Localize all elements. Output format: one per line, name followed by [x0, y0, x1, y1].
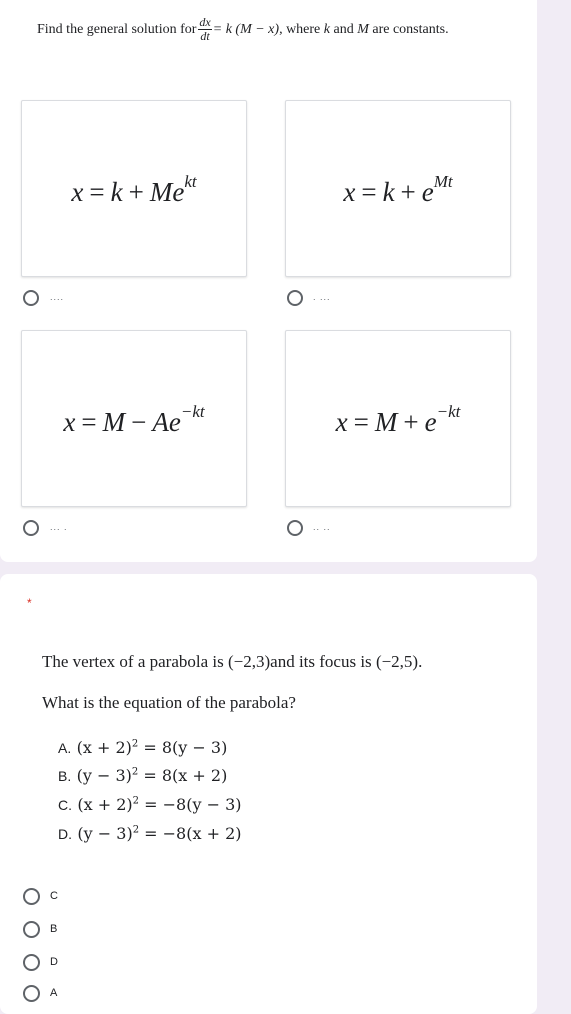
formula-4: $x = M + e^{-kt}$	[335, 401, 461, 437]
option-image-1[interactable]	[21, 100, 247, 277]
choice-d-label: D	[50, 956, 58, 968]
question-1-prefix: Find the general solution for	[37, 21, 197, 37]
option-1-radio[interactable]	[23, 290, 39, 306]
option-4-radio[interactable]	[287, 520, 303, 536]
choice-c-label: C	[50, 890, 58, 902]
question-1-and: and	[333, 21, 354, 37]
focus-value: (−2,5)	[375, 652, 419, 671]
option-4-label: .. ..	[313, 522, 331, 532]
choice-d-radio[interactable]	[23, 954, 40, 971]
fraction-numerator: dx	[199, 15, 211, 29]
choice-c-radio[interactable]	[23, 888, 40, 905]
answer-d: D. $(y - 3)^2 = -8(x + 2)$	[58, 824, 242, 843]
option-image-3[interactable]	[21, 330, 247, 507]
question-2-line-1: The vertex of a parabola is (−2,3)and its focus is (−2,5).	[42, 652, 423, 671]
vertex-value: (−2,3)	[227, 652, 271, 671]
choice-b-radio[interactable]	[23, 921, 40, 938]
required-marker: *	[27, 596, 32, 610]
choice-a-radio[interactable]	[23, 985, 40, 1002]
constant-k: k	[323, 21, 330, 37]
formula-1: $x = k + Me^{kt}$	[71, 171, 197, 207]
formula-3: $x = M - Ae^{-kt}$	[63, 401, 205, 437]
derivative-fraction	[198, 16, 211, 43]
question-1-suffix: , where	[279, 21, 321, 37]
option-3-label: ... .	[50, 522, 68, 532]
answer-a: A. $(x + 2)^2 = 8(y - 3)$	[58, 738, 228, 757]
formula-2: $x = k + e^{Mt}$	[343, 171, 453, 207]
question-card-2	[0, 574, 537, 1014]
answer-c: C. $(x + 2)^2 = -8(y - 3)$	[58, 795, 242, 814]
choice-b-label: B	[50, 923, 58, 935]
option-image-2[interactable]	[285, 100, 511, 277]
question-1-end: are constants.	[372, 21, 449, 37]
question-1-text	[37, 16, 449, 43]
option-image-4[interactable]	[285, 330, 511, 507]
option-2-radio[interactable]	[287, 290, 303, 306]
choice-a-label: A	[50, 987, 58, 999]
equation-rhs: = k (M − x)	[212, 21, 280, 37]
option-2-label: . ...	[313, 292, 331, 302]
question-2-line-2: What is the equation of the parabola?	[42, 693, 296, 712]
constant-m: M	[357, 21, 369, 37]
question-2-text-a: The vertex of a parabola is	[42, 652, 224, 671]
option-3-radio[interactable]	[23, 520, 39, 536]
option-1-label: ....	[50, 292, 65, 302]
answer-b: B. $(y - 3)^2 = 8(x + 2)$	[58, 766, 228, 785]
fraction-denominator: dt	[200, 29, 210, 43]
